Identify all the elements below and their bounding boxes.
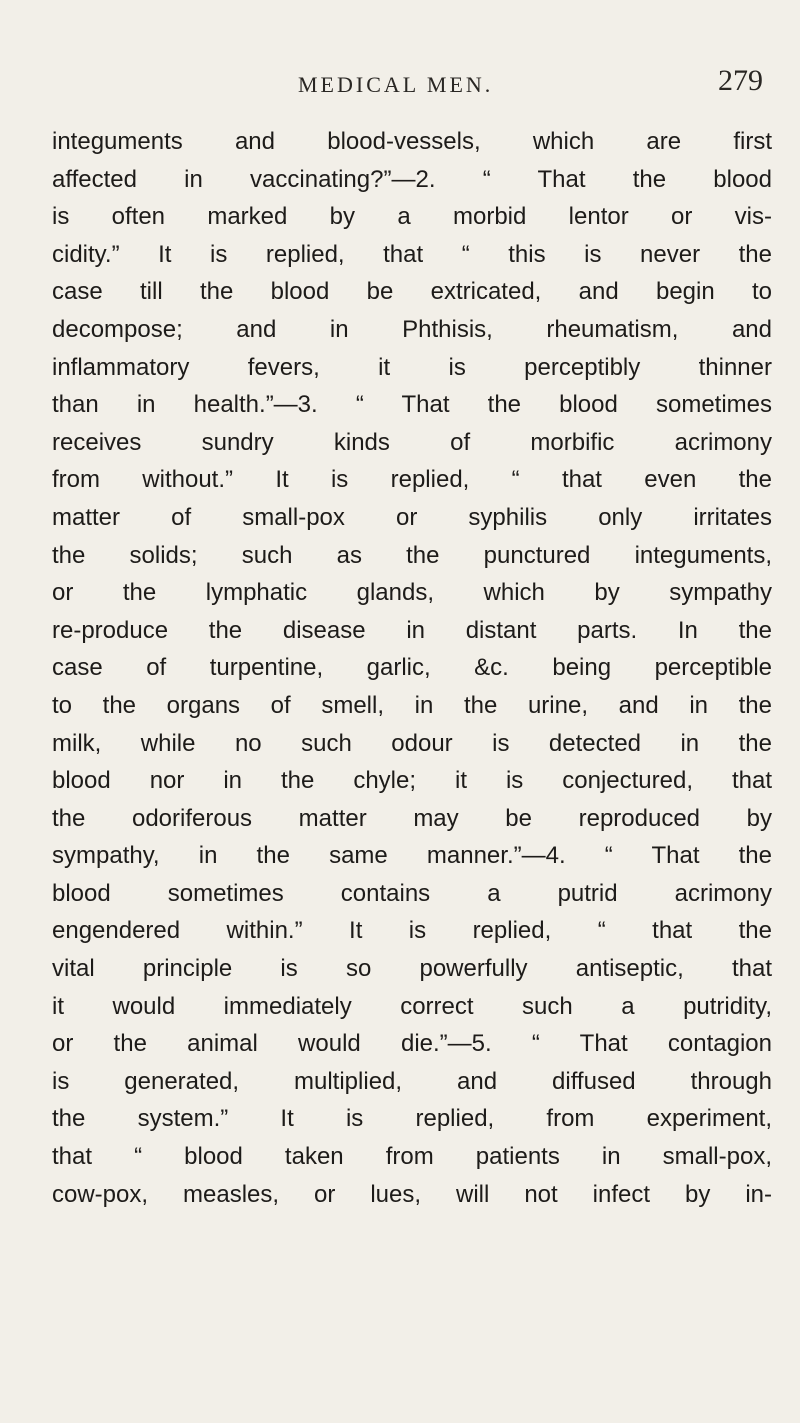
text-line: is often marked by a morbid lentor or vis- <box>52 203 772 231</box>
text-line: cidity.” It is replied, that “ this is never the <box>52 240 772 268</box>
text-line: is generated, multiplied, and diffused through <box>52 1067 772 1095</box>
text-line: re-produce the disease in distant parts. In the <box>52 616 772 644</box>
text-line: the solids; such as the punctured integuments, <box>52 541 772 569</box>
text-line: or the lymphatic glands, which by sympathy <box>52 579 772 607</box>
text-line: the odoriferous matter may be reproduced by <box>52 804 772 832</box>
text-line: case till the blood be extricated, and begin to <box>52 278 772 306</box>
text-line: inflammatory fevers, it is perceptibly thinner <box>52 353 772 381</box>
running-title: MEDICAL MEN. <box>298 72 494 97</box>
text-line: cow-pox, measles, or lues, will not infect by in- <box>52 1180 772 1208</box>
text-line: milk, while no such odour is detected in the <box>52 729 772 757</box>
text-line: that “ blood taken from patients in small-pox, <box>52 1143 772 1171</box>
page-number: 279 <box>718 64 763 97</box>
text-line: from without.” It is replied, “ that even the <box>52 466 772 494</box>
text-line: vital principle is so powerfully antiseptic, that <box>52 955 772 983</box>
text-line: matter of small-pox or syphilis only irritates <box>52 503 772 531</box>
text-line: integuments and blood-vessels, which are first <box>52 128 772 155</box>
text-line: case of turpentine, garlic, &c. being perceptible <box>52 654 772 682</box>
text-line: sympathy, in the same manner.”—4. “ That the <box>52 842 772 870</box>
text-line: or the animal would die.”—5. “ That contagion <box>52 1030 772 1058</box>
text-line: to the organs of smell, in the urine, and in the <box>52 691 772 719</box>
text-line: decompose; and in Phthisis, rheumatism, and <box>52 315 772 343</box>
text-line: receives sundry kinds of morbific acrimony <box>52 428 772 456</box>
text-line: blood sometimes contains a putrid acrimony <box>52 879 772 907</box>
text-line: engendered within.” It is replied, “ that the <box>52 917 772 945</box>
body-text <box>52 123 772 1213</box>
text-line: than in health.”—3. “ That the blood sometimes <box>52 391 772 419</box>
text-line: it would immediately correct such a putridity, <box>52 992 772 1020</box>
text-line: affected in vaccinating?”—2. “ That the blood <box>52 165 772 193</box>
text-line: the system.” It is replied, from experiment, <box>52 1105 772 1133</box>
text-line: blood nor in the chyle; it is conjectured, that <box>52 767 772 795</box>
